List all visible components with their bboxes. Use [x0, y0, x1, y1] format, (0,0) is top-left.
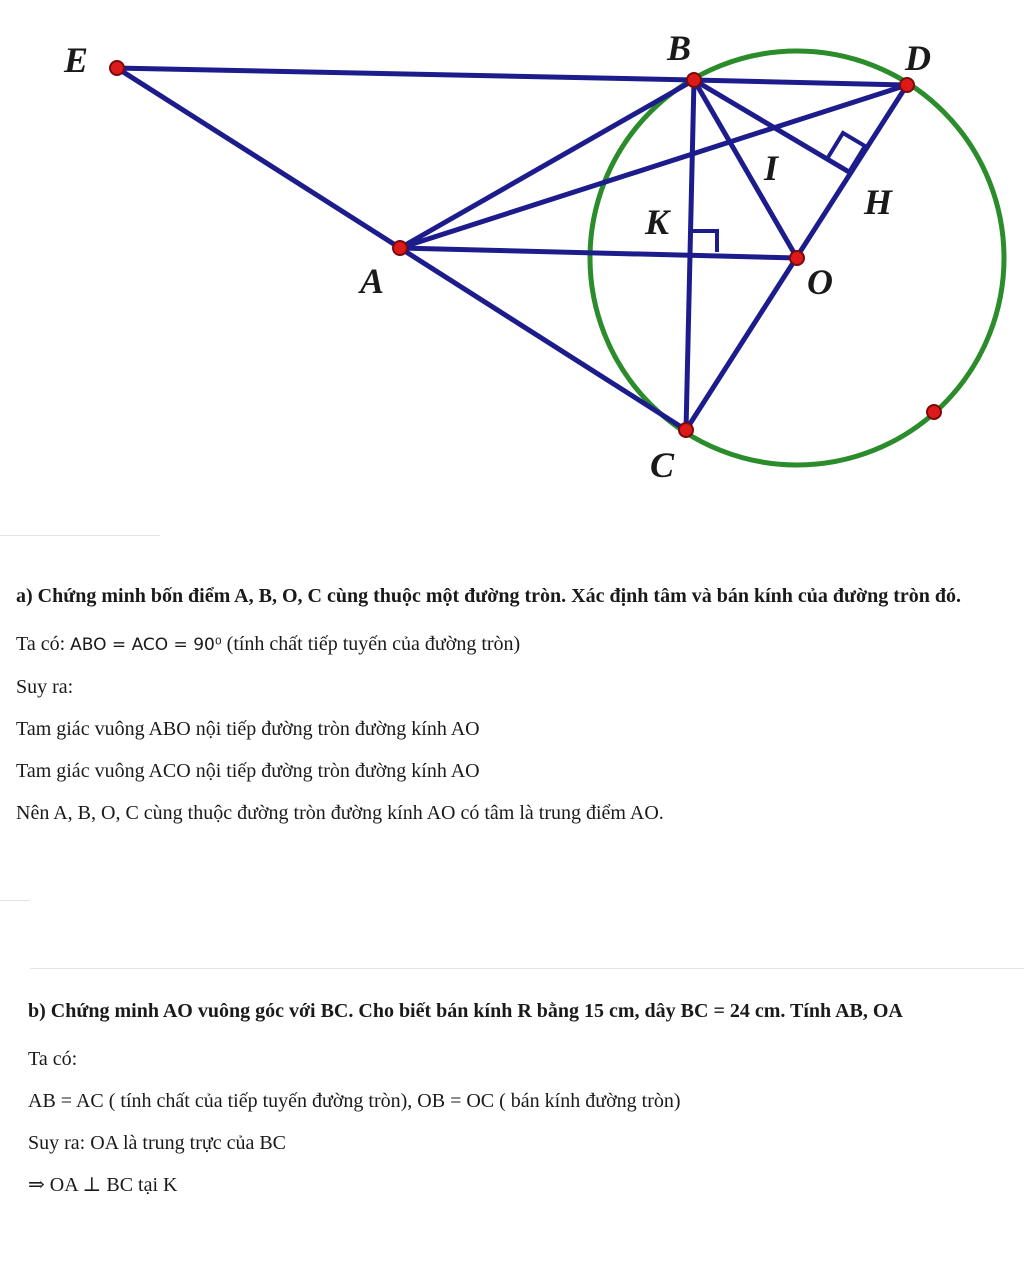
part-a-given-prefix: Ta có:: [16, 633, 66, 655]
right-angle-mark-h: [827, 133, 865, 172]
point-o: [790, 251, 804, 265]
label-h: H: [864, 182, 893, 222]
label-c: C: [650, 445, 675, 485]
part-a-given: [16, 623, 1018, 666]
point-on-circle: [927, 405, 941, 419]
part-a-heading: a) Chứng minh bốn điểm A, B, O, C cùng thuộc một đường tròn. Xác định tâm và bán kính của đường tròn đó.: [16, 585, 962, 607]
part-b-line: AB = AC ( tính chất của tiếp tuyến đường tròn), OB = OC ( bán kính đường tròn): [28, 1090, 681, 1112]
segment-ac: [400, 248, 686, 430]
point-b: [687, 73, 701, 87]
part-b-section: [0, 990, 1024, 1206]
divider-middle-left: [0, 900, 30, 901]
part-b-line: Suy ra: OA là trung trực của BC: [28, 1132, 287, 1154]
part-a-given-reason: (tính chất tiếp tuyến của đường tròn): [226, 633, 521, 655]
divider-top: [0, 535, 160, 536]
part-a-given-math: ABO = ACO = 90⁰: [70, 635, 222, 655]
right-angle-mark-k: [691, 231, 717, 252]
label-k: K: [645, 202, 670, 242]
part-a-line: Nên A, B, O, C cùng thuộc đường tròn đường kính AO có tâm là trung điểm AO.: [16, 802, 664, 824]
label-b: B: [667, 28, 692, 68]
part-a-line: Tam giác vuông ABO nội tiếp đường tròn đường kính AO: [16, 718, 480, 740]
segment-bd: [694, 80, 907, 85]
part-b-line: ⇒ OA ⊥ BC tại K: [28, 1174, 178, 1196]
divider-middle: [30, 968, 1024, 969]
part-a-section: [0, 575, 1024, 834]
segment-ea: [117, 68, 400, 248]
label-a: A: [360, 261, 385, 301]
point-e: [110, 61, 124, 75]
segments: [117, 68, 907, 430]
part-b-heading: b) Chứng minh AO vuông góc với BC. Cho biết bán kính R bằng 15 cm, dây BC = 24 cm. Tính AB, OA: [28, 1000, 903, 1022]
part-a-line: Suy ra:: [16, 676, 74, 698]
label-e: E: [64, 40, 89, 80]
segment-eb: [117, 68, 694, 80]
segment-ao: [400, 248, 797, 258]
label-o: O: [807, 262, 833, 302]
part-b-line: Ta có:: [28, 1048, 78, 1070]
point-c: [679, 423, 693, 437]
part-a-line: Tam giác vuông ACO nội tiếp đường tròn đường kính AO: [16, 760, 480, 782]
point-a: [393, 241, 407, 255]
point-d: [900, 78, 914, 92]
geometry-figure: [0, 0, 1024, 500]
label-i: I: [764, 148, 779, 188]
label-d: D: [905, 38, 931, 78]
